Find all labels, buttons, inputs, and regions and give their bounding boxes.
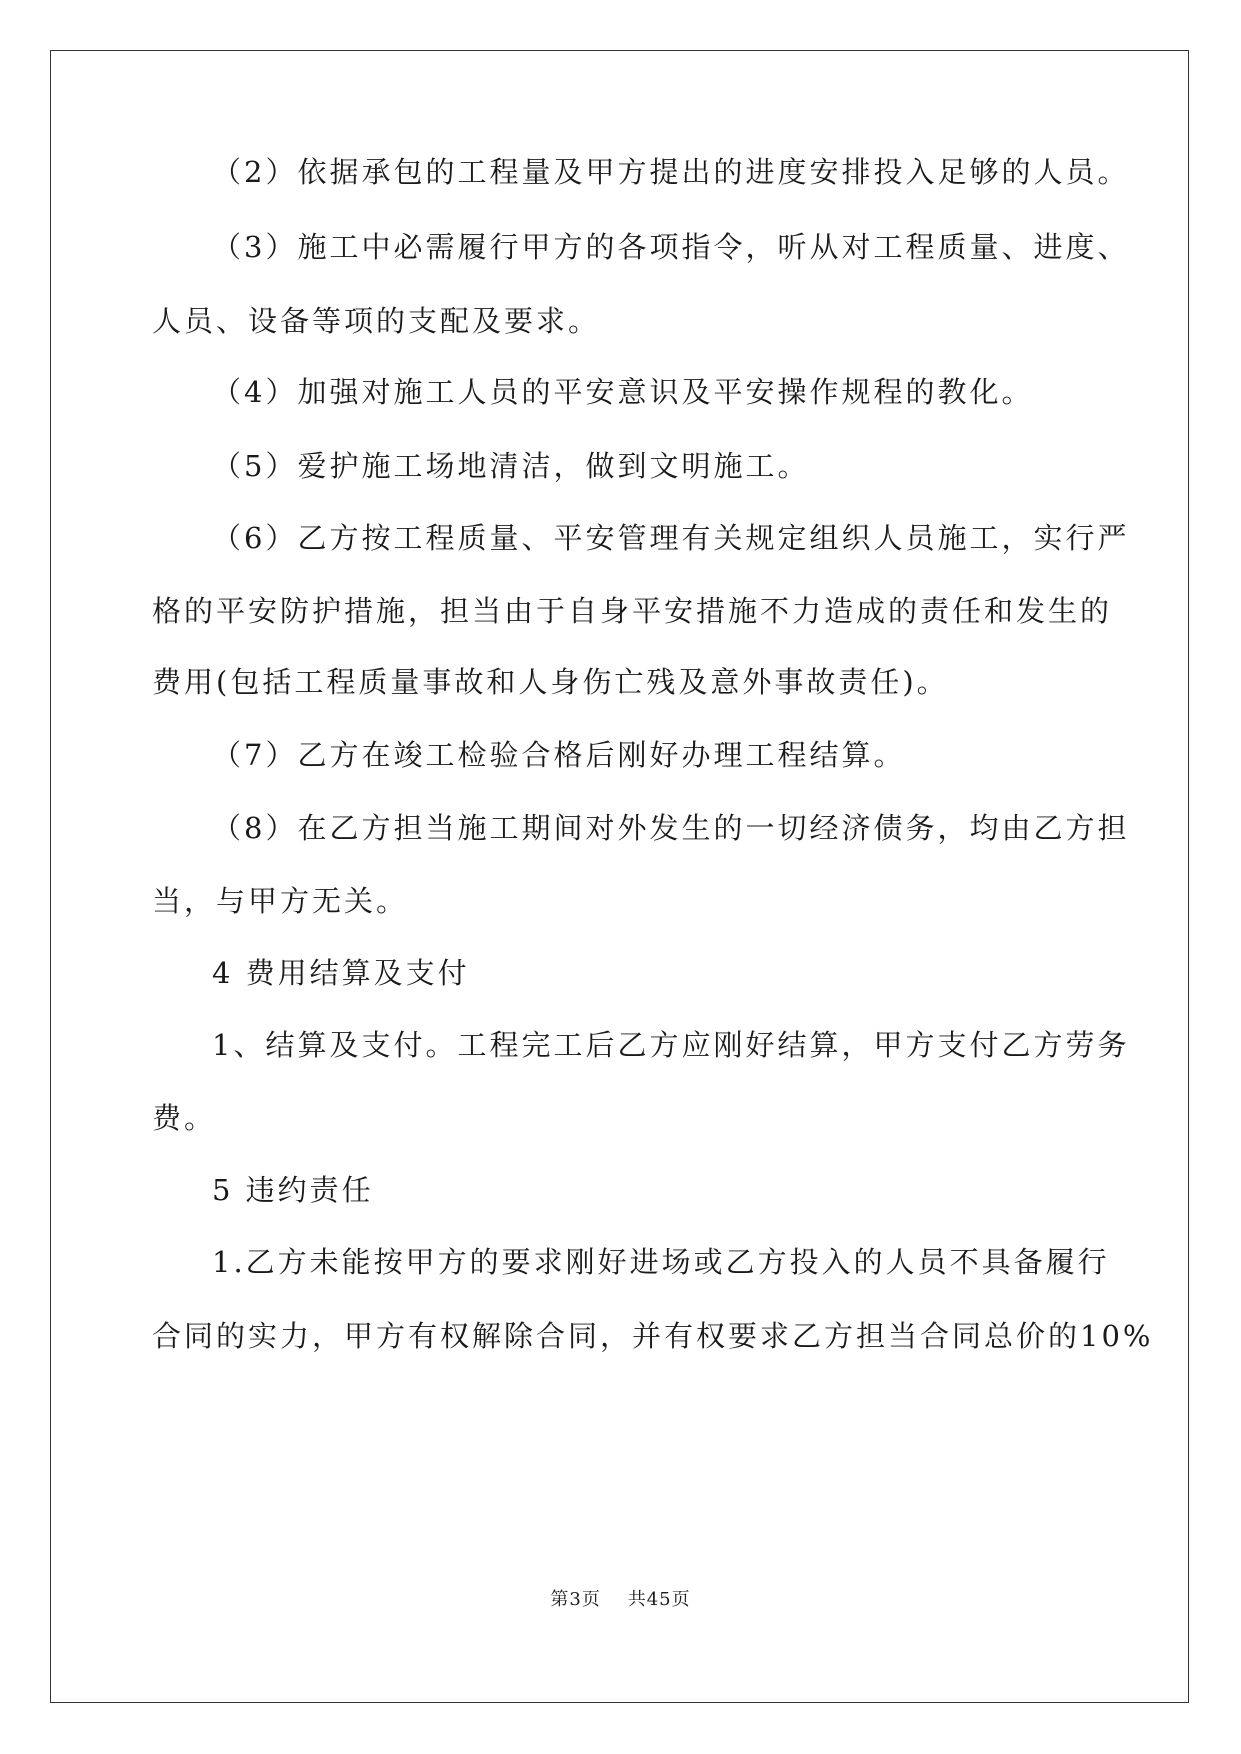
paragraph-line: 1.乙方未能按甲方的要求刚好进场或乙方投入的人员不具备履行: [212, 1245, 1110, 1279]
paragraph-line: 格的平安防护措施，担当由于自身平安措施不力造成的责任和发生的: [152, 594, 1113, 628]
paragraph-line: 人员、设备等项的支配及要求。: [152, 304, 601, 338]
paragraph-line: 合同的实力，甲方有权解除合同，并有权要求乙方担当合同总价的10%: [152, 1319, 1154, 1353]
section-heading: 4 费用结算及支付: [212, 956, 470, 990]
page-number-footer: 第3页 共45页: [550, 1589, 691, 1610]
paragraph-line: （5）爱护施工场地清洁，做到文明施工。: [212, 449, 810, 483]
paragraph-line: （6）乙方按工程质量、平安管理有关规定组织人员施工，实行严: [212, 521, 1130, 555]
paragraph-line: 费。: [152, 1101, 217, 1135]
paragraph-line: （8）在乙方担当施工期间对外发生的一切经济债务，均由乙方担: [212, 811, 1130, 845]
paragraph-line: 当，与甲方无关。: [152, 884, 409, 918]
page-border: [50, 50, 1189, 1703]
paragraph-line: （7）乙方在竣工检验合格后刚好办理工程结算。: [212, 738, 906, 772]
paragraph-line: （3）施工中必需履行甲方的各项指令，听从对工程质量、进度、: [212, 230, 1130, 264]
paragraph-line: 费用(包括工程质量事故和人身伤亡残及意外事故责任)。: [152, 665, 949, 699]
paragraph-line: （4）加强对施工人员的平安意识及平安操作规程的教化。: [212, 375, 1034, 409]
paragraph-line: （2）依据承包的工程量及甲方提出的进度安排投入足够的人员。: [212, 155, 1130, 189]
section-heading: 5 违约责任: [212, 1173, 374, 1207]
paragraph-line: 1、结算及支付。工程完工后乙方应刚好结算，甲方支付乙方劳务: [212, 1028, 1130, 1062]
